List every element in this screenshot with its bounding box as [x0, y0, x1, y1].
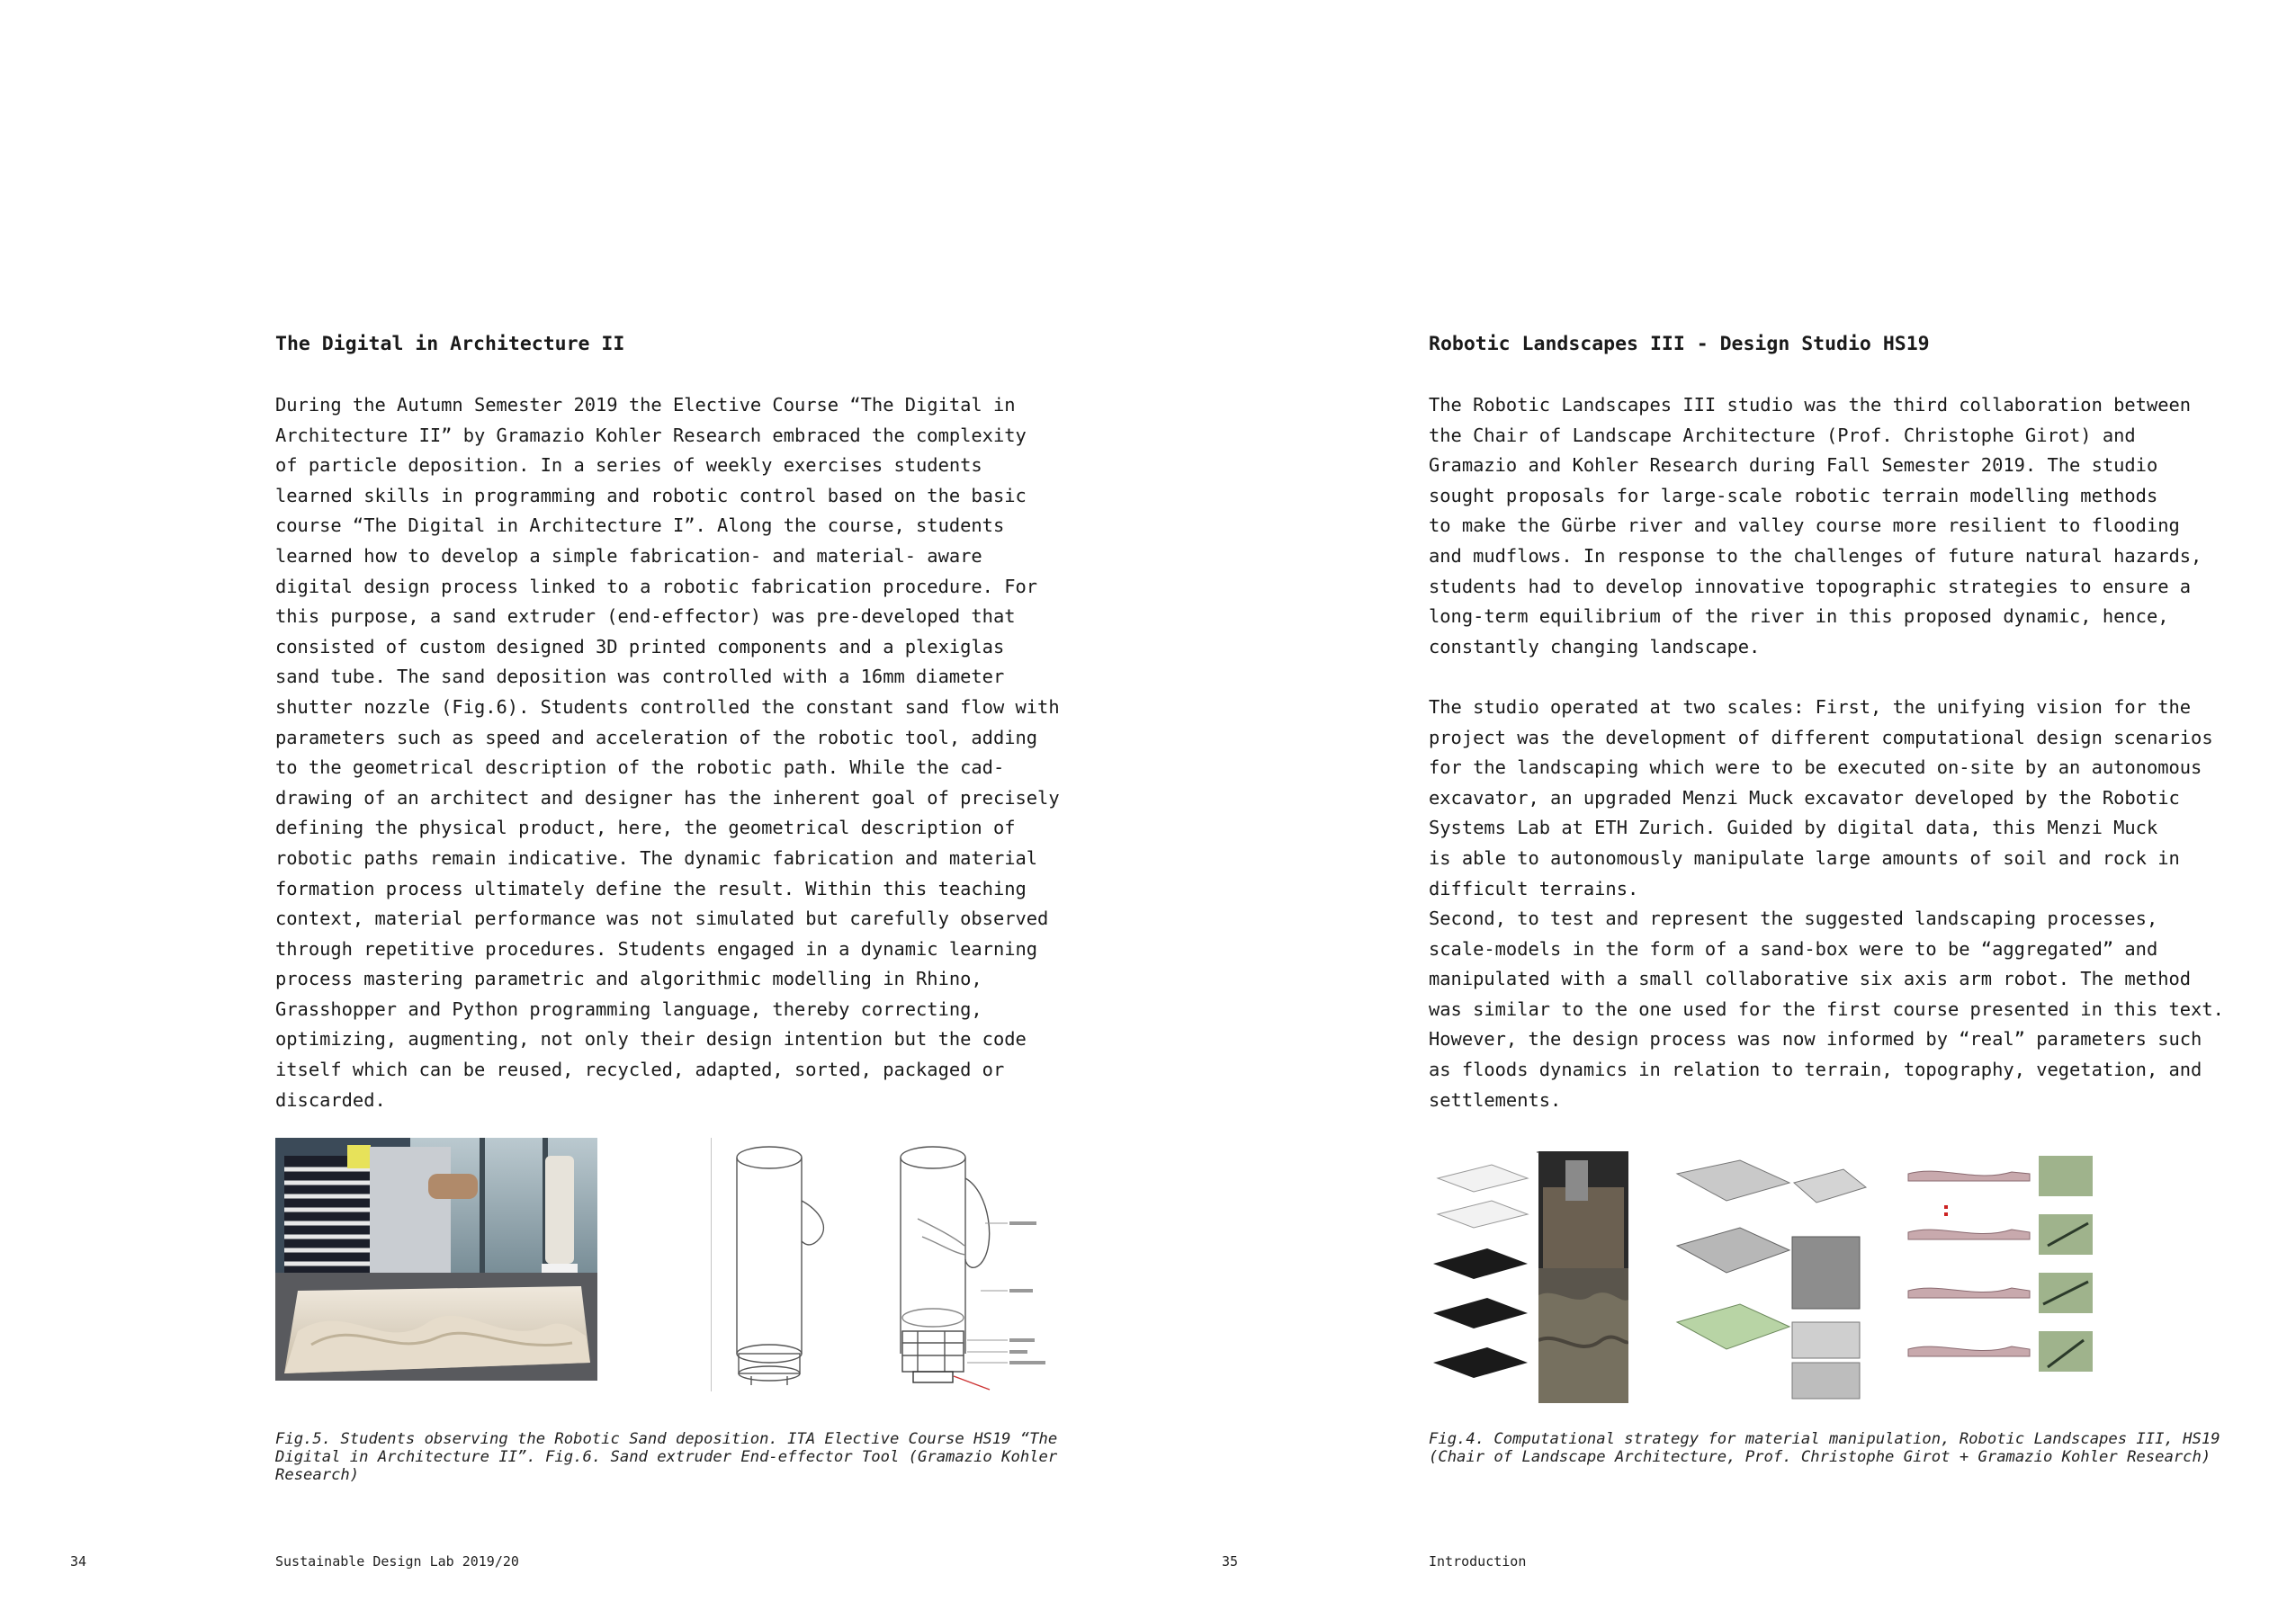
footer-label-right: Introduction [1429, 1553, 1527, 1570]
right-page-body-text: The Robotic Landscapes III studio was the third collaboration between the Chair of Landscape Architecture (Prof. Christophe Girot) and Gramazio and Kohler Research during Fall Semester 2019. The studio sought proposals for large-scale robotic terrain modelling methods to make the Gürbe river and valley course more resilient to flooding and mudflows. In response to the challenges of future natural hazards, students had to develop innovative topographic strategies to ensure a long-term equilibrium of the river in this proposed dynamic, hence, constantly changing landscape. The studio operated at two scales: First, the unifying vision for the project was the development of different computational design scenarios for the landscaping which were to be executed on-site by an autonomous excavator, an upgraded Menzi Muck excavator developed by the Robotic Systems Lab at ETH Zurich. Guided by digital data, this Menzi Muck is able to autonomously manipulate large amounts of soil and rock in difficult terrains. Second, to test and represent the suggested landscaping processes, scale-models in the form of a sand-box were to be “aggregated” and manipulated with a small collaborative six axis arm robot. The method was similar to the one used for the first course presented in this text. However, the design process was now informed by “real” parameters such as floods dynamics in relation to terrain, topography, vegetation, and settlements. [1429, 394, 2224, 1111]
left-page-body-text: During the Autumn Semester 2019 the Elective Course “The Digital in Architecture II” by Gramazio Kohler Research embraced the complexity of particle deposition. In a series of weekly exercises students learned skills in programming and robotic control based on the basic course “The Digital in Architecture I”. Along the course, students learned how to develop a simple fabrication- and material- aware digital design process linked to a robotic fabrication procedure. For this purpose, a sand extruder (end-effector) was pre-developed that consisted of custom designed 3D printed components and a plexiglas sand tube. The sand deposition was controlled with a 16mm diameter shutter nozzle (Fig.6). Students controlled the constant sand flow with parameters such as speed and acceleration of the robotic tool, adding to the geometrical description of the robotic path. While the cad- drawing of an architect and designer has the inherent goal of precisely defining the physical product, here, the geometrical description of robotic paths remain indicative. The dynamic fabrication and material formation process ultimately define the result. Within this teaching context, material performance was not simulated but carefully observed through repetitive procedures. Students engaged in a dynamic learning process mastering parametric and algorithmic modelling in Rhino, Grasshopper and Python programming language, thereby correcting, optimizing, augmenting, not only their design intention but the code itself which can be reused, recycled, adapted, sorted, packaged or discarded. [275, 394, 1060, 1111]
page-number-left: 34 [70, 1553, 87, 1570]
left-page-heading: The Digital in Architecture II [275, 333, 625, 355]
page-number-right: 35 [1222, 1553, 1239, 1570]
footer-label-left: Sustainable Design Lab 2019/20 [275, 1553, 519, 1570]
left-page-caption: Fig.5. Students observing the Robotic Sand deposition. ITA Elective Course HS19 “The Digital in Architecture II”. Fig.6. Sand extruder End-effector Tool (Gramazio Kohler Research) [275, 1430, 1058, 1484]
fig5-sand-deposition-photo [275, 1138, 597, 1381]
right-page [1148, 0, 2296, 1610]
fig4-terrain-models [1668, 1147, 1868, 1403]
fig6-extruder-drawing [711, 1138, 1053, 1394]
fig4-river-section-diagrams [1904, 1147, 2097, 1403]
right-page-caption: Fig.4. Computational strategy for material manipulation, Robotic Landscapes III, HS19 (Chair of Landscape Architecture, Prof. Christophe Girot + Gramazio Kohler Research) [1429, 1430, 2220, 1466]
fig4-sandbox-robot-photo [1538, 1151, 1628, 1403]
right-page-heading: Robotic Landscapes III - Design Studio HS19 [1429, 333, 1930, 355]
